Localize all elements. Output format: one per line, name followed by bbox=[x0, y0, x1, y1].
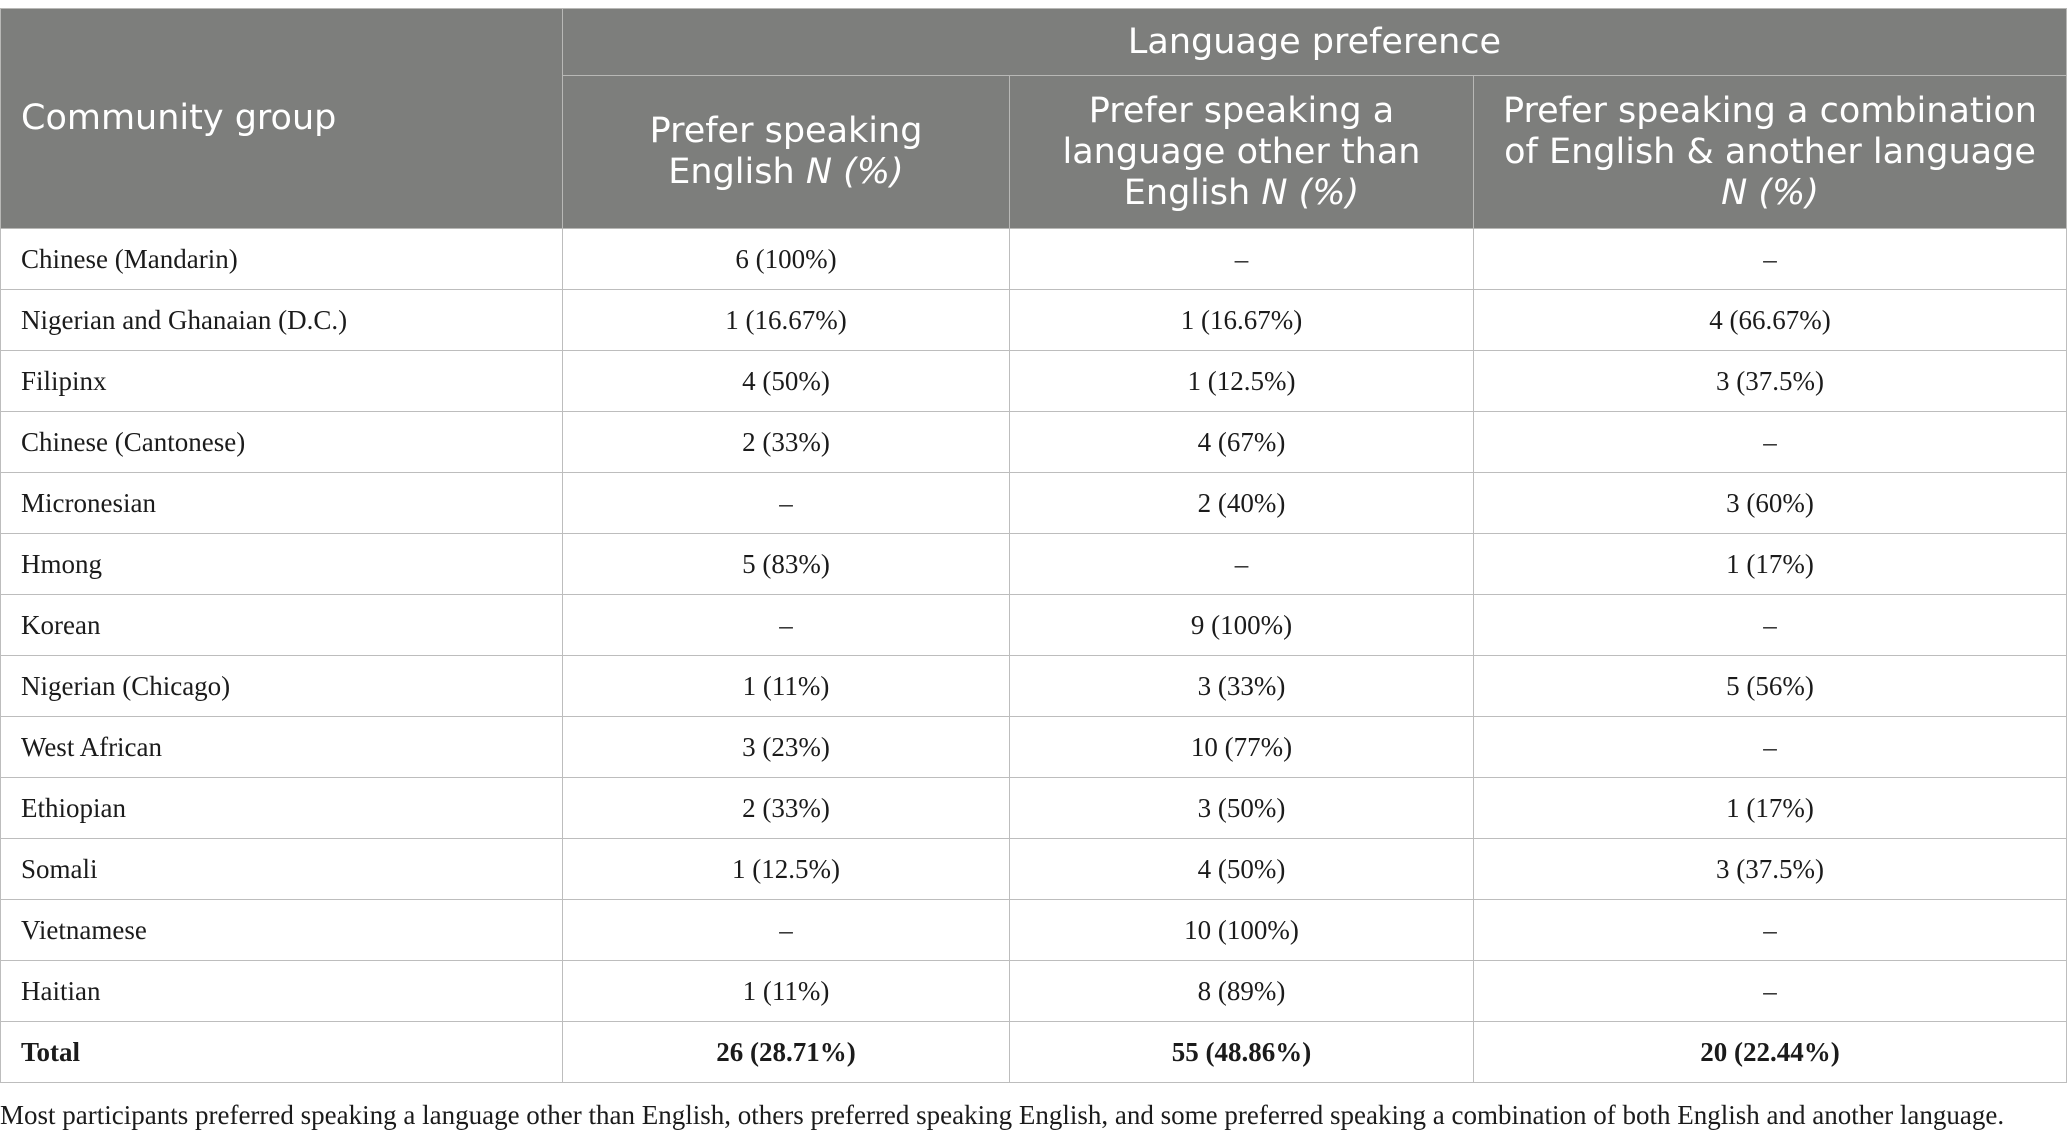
combination-cell: 1 (17%) bbox=[1474, 534, 2067, 595]
combination-cell: 3 (37.5%) bbox=[1474, 839, 2067, 900]
total-row bbox=[1, 1022, 2067, 1083]
combination-cell: 1 (17%) bbox=[1474, 778, 2067, 839]
column-header-english bbox=[563, 76, 1010, 229]
community-group-cell: Ethiopian bbox=[1, 778, 563, 839]
community-group-cell: Haitian bbox=[1, 961, 563, 1022]
table-row bbox=[1, 473, 2067, 534]
community-group-cell: West African bbox=[1, 717, 563, 778]
community-group-cell: Nigerian (Chicago) bbox=[1, 656, 563, 717]
other-language-cell: 3 (50%) bbox=[1010, 778, 1474, 839]
other-language-cell: 10 (77%) bbox=[1010, 717, 1474, 778]
column-header-other-language-unit: N (%) bbox=[1261, 172, 1360, 213]
other-language-cell: 4 (50%) bbox=[1010, 839, 1474, 900]
total-combination-cell: 20 (22.44%) bbox=[1474, 1022, 2067, 1083]
community-group-cell: Chinese (Cantonese) bbox=[1, 412, 563, 473]
english-cell: 1 (11%) bbox=[563, 656, 1010, 717]
language-preference-table-container bbox=[0, 8, 2066, 1083]
combination-cell: 4 (66.67%) bbox=[1474, 290, 2067, 351]
column-header-combination bbox=[1474, 76, 2067, 229]
column-header-combination-text: Prefer speaking a combination of English & another language bbox=[1503, 90, 2037, 172]
table-footnote: Most participants preferred speaking a language other than English, others preferred speaking English, and some preferred speaking a combination of both English and another language. bbox=[0, 1100, 2005, 1130]
community-group-header: Community group bbox=[1, 9, 563, 229]
other-language-cell: 4 (67%) bbox=[1010, 412, 1474, 473]
total-other-language-cell: 55 (48.86%) bbox=[1010, 1022, 1474, 1083]
other-language-cell: 10 (100%) bbox=[1010, 900, 1474, 961]
combination-cell: – bbox=[1474, 412, 2067, 473]
community-group-cell: Filipinx bbox=[1, 351, 563, 412]
community-group-cell: Vietnamese bbox=[1, 900, 563, 961]
table-row bbox=[1, 839, 2067, 900]
community-group-cell: Korean bbox=[1, 595, 563, 656]
other-language-cell: 1 (16.67%) bbox=[1010, 290, 1474, 351]
other-language-cell: – bbox=[1010, 534, 1474, 595]
table-body bbox=[1, 229, 2067, 1083]
table-row bbox=[1, 778, 2067, 839]
total-english-cell: 26 (28.71%) bbox=[563, 1022, 1010, 1083]
other-language-cell: 1 (12.5%) bbox=[1010, 351, 1474, 412]
combination-cell: – bbox=[1474, 595, 2067, 656]
combination-cell: – bbox=[1474, 229, 2067, 290]
total-label-cell: Total bbox=[1, 1022, 563, 1083]
community-group-cell: Hmong bbox=[1, 534, 563, 595]
table-header bbox=[1, 9, 2067, 229]
combination-cell: 3 (37.5%) bbox=[1474, 351, 2067, 412]
column-header-other-language-text: Prefer speaking a language other than English bbox=[1062, 90, 1421, 213]
english-cell: 1 (11%) bbox=[563, 961, 1010, 1022]
language-preference-header: Language preference bbox=[563, 9, 2067, 76]
table-row bbox=[1, 412, 2067, 473]
english-cell: 4 (50%) bbox=[563, 351, 1010, 412]
table-row bbox=[1, 656, 2067, 717]
english-cell: 1 (16.67%) bbox=[563, 290, 1010, 351]
table-row bbox=[1, 900, 2067, 961]
column-header-english-unit: N (%) bbox=[805, 152, 904, 192]
other-language-cell: 9 (100%) bbox=[1010, 595, 1474, 656]
language-preference-table bbox=[0, 8, 2067, 1083]
english-cell: – bbox=[563, 595, 1010, 656]
column-header-combination-unit: N (%) bbox=[1721, 172, 1819, 213]
community-group-cell: Nigerian and Ghanaian (D.C.) bbox=[1, 290, 563, 351]
table-row bbox=[1, 717, 2067, 778]
community-group-cell: Micronesian bbox=[1, 473, 563, 534]
table-row bbox=[1, 961, 2067, 1022]
english-cell: 1 (12.5%) bbox=[563, 839, 1010, 900]
other-language-cell: 3 (33%) bbox=[1010, 656, 1474, 717]
table-row bbox=[1, 229, 2067, 290]
english-cell: 3 (23%) bbox=[563, 717, 1010, 778]
other-language-cell: 8 (89%) bbox=[1010, 961, 1474, 1022]
table-row bbox=[1, 534, 2067, 595]
community-group-cell: Somali bbox=[1, 839, 563, 900]
combination-cell: 3 (60%) bbox=[1474, 473, 2067, 534]
other-language-cell: 2 (40%) bbox=[1010, 473, 1474, 534]
english-cell: 6 (100%) bbox=[563, 229, 1010, 290]
combination-cell: – bbox=[1474, 717, 2067, 778]
english-cell: – bbox=[563, 900, 1010, 961]
column-header-other-language bbox=[1010, 76, 1474, 229]
english-cell: 2 (33%) bbox=[563, 412, 1010, 473]
table-row bbox=[1, 595, 2067, 656]
other-language-cell: – bbox=[1010, 229, 1474, 290]
english-cell: 5 (83%) bbox=[563, 534, 1010, 595]
combination-cell: – bbox=[1474, 961, 2067, 1022]
column-header-english-text: Prefer speaking English bbox=[649, 111, 923, 192]
combination-cell: 5 (56%) bbox=[1474, 656, 2067, 717]
combination-cell: – bbox=[1474, 900, 2067, 961]
table-row bbox=[1, 351, 2067, 412]
english-cell: 2 (33%) bbox=[563, 778, 1010, 839]
table-row bbox=[1, 290, 2067, 351]
community-group-cell: Chinese (Mandarin) bbox=[1, 229, 563, 290]
english-cell: – bbox=[563, 473, 1010, 534]
